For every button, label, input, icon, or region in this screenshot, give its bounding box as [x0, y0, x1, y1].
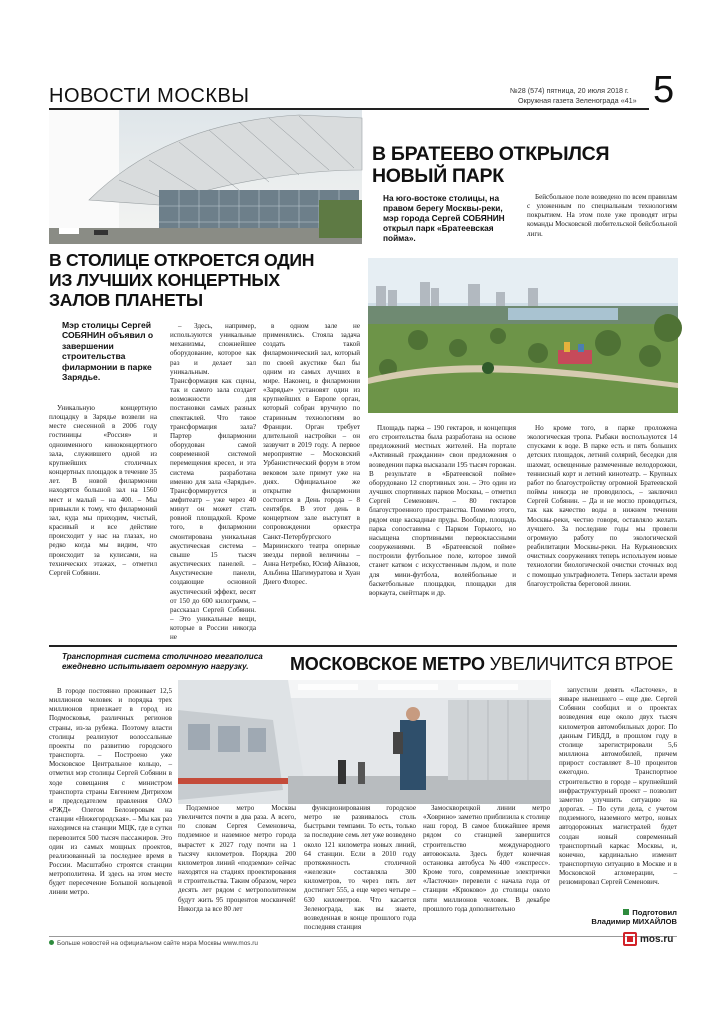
park-col-2: Но кроме того, в парке проложена экологическая тропа. Рыбаки воспользуются 14 спусками к воде. В парке есть и пять больших детских площадок, летний солярий, беседки для шахмат, освещенные размеченные велодорожки, теннисный корт и летний кинотеатр. – Крупных работ по благоустройству огромной Братеевской поймы никогда не проводилось, – заключил Сергей Собянин. – Да и не могло проводиться, так как качество воды в нижнем течении Москвы-реки, честно говоря, оставляло желать лучшего. За последние годы мы провели огромную работу по экологической реабилитации Москвы-реки. На Курьяновских очистных сооружениях теперь используем новые технологии биологической очистки сточных вод с помощью ультрафиолета. Теперь застали время благоустройства береговой линии. [527, 424, 677, 588]
mos-logo [623, 932, 673, 946]
hall-lead: Мэр столицы Сергей СОБЯНИН объявил о завершении строительства филармонии в парке Зарядье. [62, 320, 154, 383]
signature [585, 908, 677, 926]
footer-text: Больше новостей на официальном сайте мэра Москвы www.mos.ru [49, 940, 258, 947]
metro-top-rule [49, 645, 677, 647]
hall-col-3: в одном зале не применялись. Стояла задача создать такой филармонический зал, который по своей акустике был бы одним из самых лучших в мире. Наконец, в филармонии «Зарядье» установят один из крупнейших в Европе орган, который собран вручную по старинным технологиям во Франции. Орган требует длительной настройки – он зазвучит в 2019 году. А первое мероприятие – Московский Урбанистический форум в этом вековом зале примут уже на днях. Официальное же открытие филармонии состоится в День города – 8 сентября. В этот день в концертном зале выступят в сопровождении оркестра Санкт-Петербургского Мариинского театра оперные звезды первой величины – Анна Нетребко, Юсиф Айвазов, Альбина Шагимуратова и Хуан Диего Флорес. [263, 322, 360, 587]
footer-rule [49, 936, 677, 937]
mos-logo-icon [623, 932, 637, 946]
metro-col-1: В городе постоянно проживает 12,5 миллионов человек и порядка трех миллионов приезжает в город из Подмосковья, различных регионов страны, из-за рубежа. Поэтому власти столицы реализуют волоссальные проекты по развитию городского транспорта. – Построено уже Московское Центральное кольцо, – отметил мэр столицы Сергей Собянин в ходе совещания с министром транспорта страны Евгением Дитрихом и председателем правления ОАО «РЖД» Олегом Белозеровым на станции «Нижегородская». – Мы как раз находимся на станции МЦК, где в сутки перевозится 500 тысяч пассажиров. Это один из самых мощных проектов, реализованный за последнее время в России. Масштабно строятся станции метрополитена. И здесь на этом месте будет пересечение Большой кольцевой линии метро. [49, 687, 173, 897]
metro-col-3: функционирования городское метро не развивалось столь быстрыми темпами. То есть, только за последние семь лет уже возведено около 121 километра новых линий, 64 станции. Если в 2010 году протяженность столичной «железки» составляла 300 километров, то через пять лет достигнет 555, а еще через четыре – 630 километров. Что касается Зеленограда, как вы знаете, возведенная в конце прошлого года последняя станция [304, 804, 416, 932]
metro-headline [290, 653, 673, 675]
park-photo [368, 258, 678, 413]
issue-line: №28 (574) пятница, 20 июля 2018 г. [510, 86, 629, 95]
park-lead: На юго-востоке столицы, на правом берегу Москвы-реки, мэр города Сергей СОБЯНИН открыл парк «Братеевская пойма». [383, 193, 505, 243]
signature-marker [623, 909, 629, 915]
park-top-col: Бейсбольное поле возведено по всем правилам с уложенным по специальным технологиям покрытием. На этом поле уже проводят игры команды Московской любительской бейсбольной лиги. [527, 193, 677, 238]
metro-photo [178, 680, 551, 804]
park-headline-line1: В БРАТЕЕВО ОТКРЫЛСЯ [372, 143, 610, 165]
hall-col-2: – Здесь, например, используются уникальные механизмы, сложнейшее оборудование, которое как раз и делает зал уникальным. Трансформация как сцены, так и самого зала создает возможности для постановки самых разных спектаклей. Что такое трансформация зала? Партер филармонии оборудован самой современной системой перемещения кресел, и эта система разработана именно для зала «Зарядье». Трансформируется и амфитеатр – уже через 40 минут он может стать ровной площадкой. Кроме того, в филармонии смонтирована уникальная акустическая система – свыше 15 тысяч акустических панелей. – Акустические панели, создающие основной акустический эффект, весят от 150 до 600 килограмм, – рассказал Сергей Собянин. – Это уникальные вещи, которые в России никогда не [170, 322, 256, 642]
park-headline-line2: НОВЫЙ ПАРК [372, 165, 504, 187]
page-number: 5 [653, 69, 675, 111]
metro-col-4: Замоскворецкой линии метро «Ховрино» заметно приблизила к столице наш город. В самое ближайшее время рядом со станцией завершится строительство международного автовокзала. Здесь будет конечная остановка автобуса №400 «экспресс». Кроме того, современные электрички «Ласточки» перевели с начала года от станции «Крюково» до столицы около пяти миллионов человек. В декабре прошлого года дополнительно [423, 804, 551, 913]
metro-col-5: запустили девять «Ласточек», в январе нынешнего – еще две. Сергей Собянин сообщил и о проектах возведения еще около двух тысяч километров автомобильных дорог. По данным ГИБДД, в прошлом году в столице зарегистрировали 5,6 миллиона автомобилей, причем прирост составляет 8–10 процентов ежегодно. Транспортное строительство в городе – крупнейший инфраструктурный проект – позволит заметно улучшить ситуацию на дорогах. – По сути дела, с учетом подземного, наземного метро, новых автодорожных магистралей будет создан новый современный транспортный каркас Москвы, и, конечно, кардинально изменит транспортную ситуацию в Москве и в Московской агломерации, – резюмировал Сергей Семенович. [559, 686, 677, 887]
hall-col-1: Уникальную концертную площадку в Зарядье возвели на месте снесенной в 2006 году гостиницы «Россия» и одноименного киноконцертного зала, служившего одной из крупнейших столичных концертных площадок в течение 35 лет. В новой филармонии находятся большой зал на 1560 мест и малый – на 400. – Мы привыкли к тому, что филармоний зал, куда мы приходим, чистый, красивый и все действие происходит у нас на глазах, но редко когда мы видим, что происходит за кулисами, на технических этажах, – отметил Сергей Собянин. [49, 404, 157, 577]
paper-line: Окружная газета Зеленограда «41» [518, 96, 637, 105]
mos-logo-text: mos.ru [640, 933, 674, 945]
metro-kicker: Транспортная система столичного мегаполиса ежедневно испытывает огромную нагрузку. [62, 652, 263, 671]
metro-col-2: Подземное метро Москвы увеличится почти в два раза. А всего, по словам Сергея Семеновича, подземное и наземное метро города вырастет к 2027 году почти на 1 тысячу километров. Порядка 200 километров линий «подземки» сейчас находятся на стадиях проектирования и строительства. Таким образом, через десять лет рядом с метрополитеном будут жить 95 процентов москвичей! Никогда за все 80 лет [178, 804, 296, 913]
signature-label: Подготовил [585, 908, 677, 917]
metro-headline-light: УВЕЛИЧИТСЯ ВТРОЕ [489, 654, 674, 674]
hall-headline: В СТОЛИЦЕ ОТКРОЕТСЯ ОДИН ИЗ ЛУЧШИХ КОНЦЕРТНЫХ ЗАЛОВ ПЛАНЕТЫ [49, 250, 315, 310]
signature-name: Владимир МИХАЙЛОВ [591, 917, 677, 926]
footer-bullet [49, 940, 54, 945]
park-col-1: Площадь парка – 190 гектаров, и концепция его строительства была разработана на основе предложений местных жителей. На портале «Активный гражданин» свои предложения о возведении парка высказали 195 тысяч горожан. В результате в «Братеевской пойме» оборудовано 12 спортивных зон. – Это один из лучших спортивных парков Москвы, – отметил Сергей Семенович. – 80 гектаров благоустроенного пространства. Помимо этого, рядом еще каскадные пруды. Вообще, площадь парка сопоставима с Парком Горького, но насыщена спортивными первоклассными сооружениями. В «Братеевской пойме» построили футбольное поле, которое зимой станет катком с искусственным льдом, и поле для мини-футбола, волейбольные и баскетбольные площадки, площадки для воркаута, скейтпарк и др. [369, 424, 516, 597]
philharmonic-photo [49, 110, 362, 244]
metro-headline-bold: МОСКОВСКОЕ МЕТРО [290, 654, 485, 674]
section-title: НОВОСТИ МОСКВЫ [49, 85, 250, 107]
